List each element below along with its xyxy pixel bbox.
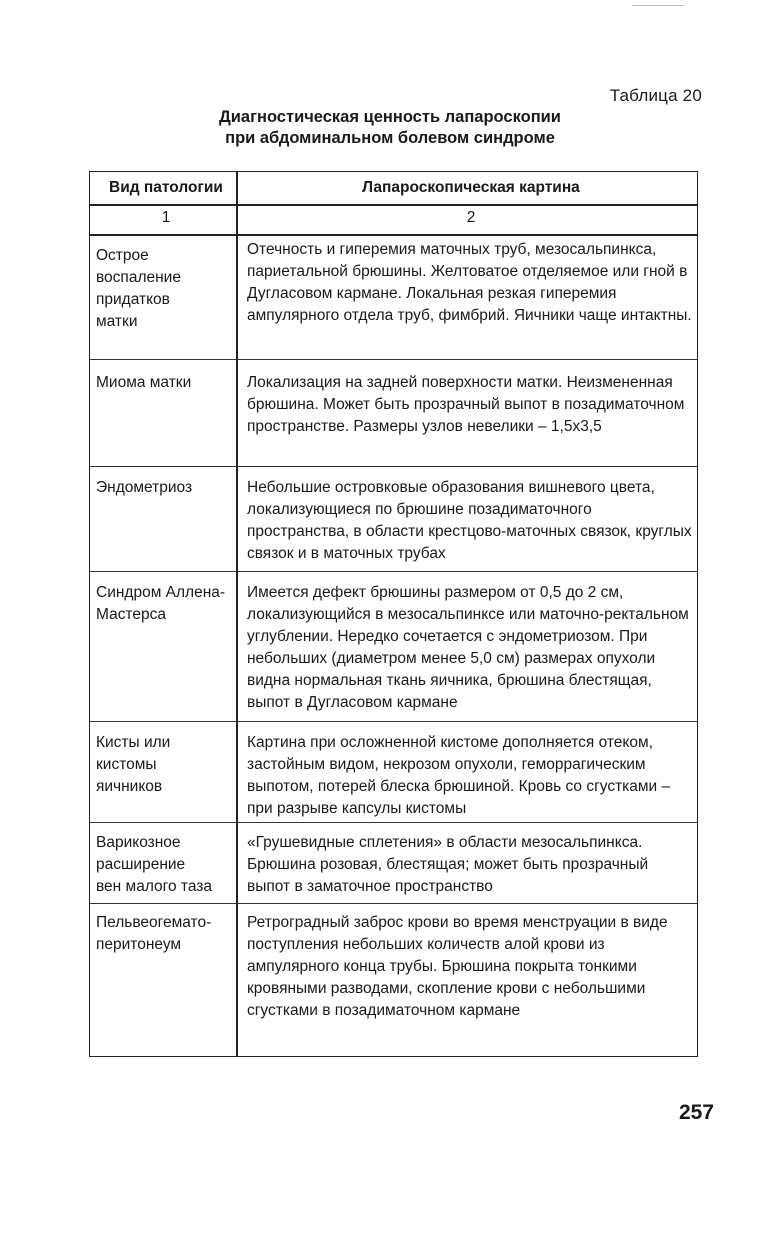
row-6-pathology: Варикозное расширение вен малого таза (96, 834, 213, 895)
row-5-pathology: Кисты или кистомы яичников (96, 734, 171, 795)
table (89, 171, 698, 1057)
table-title (100, 107, 680, 149)
column-number-2: 2 (466, 209, 476, 226)
row-7-pathology: Пельвеогемато-перитонеум (96, 914, 212, 953)
column-divider (236, 172, 238, 1056)
title-line-2: при абдоминальном болевом синдроме (225, 129, 555, 147)
row-6-picture: «Грушевидные сплетения» в области мезосальпинкса. Брюшина розовая, блестящая; может быть прозрачный выпот в заматочное пространство (247, 834, 649, 895)
row-4-pathology: Синдром Аллена-Мастерса (96, 584, 226, 623)
row-divider (90, 822, 697, 823)
row-3-picture: Небольшие островковые образования вишневого цвета, локализующиеся по брюшине позадиматочного пространства, в области крестцово-маточных связок, круглых связок и в маточных трубах (247, 479, 692, 562)
row-divider (90, 234, 697, 236)
row-1-pathology: Острое воспаление придатков матки (96, 247, 181, 330)
row-4-picture: Имеется дефект брюшины размером от 0,5 до 2 см, локализующийся в мезосальпинксе или маточно-ректальном углублении. Нередко сочетается с эндометриозом. При небольших (диаметром менее 5,0 см) размерах опухоли видна нормальная ткань яичника, брюшина блестящая, выпот в Дугласовом кармане (247, 584, 689, 711)
row-divider (90, 721, 697, 722)
row-1-picture: Отечность и гиперемия маточных труб, мезосальпинкса, париетальной брюшины. Желтоватое отделяемое или гной в Дугласовом кармане. Локальная резкая гиперемия ампулярного отдела труб, фимбрий. Яичники чаще интактны. (247, 241, 692, 324)
row-divider (90, 903, 697, 904)
column-number-1: 1 (161, 209, 171, 226)
row-7-picture: Ретроградный заброс крови во время менструации в виде поступления небольших количеств алой крови из ампулярного конца трубы. Брюшина покрыта тонкими кровяными разводами, скопление крови с небольшими сгустками в позадиматочном кармане (247, 914, 668, 1019)
row-5-picture: Картина при осложненной кистоме дополняется отеком, застойным видом, некрозом опухоли, геморрагическим выпотом, потерей блеска брюшиной. Кровь со сгустками – при разрыве капсулы кистомы (247, 734, 671, 817)
title-line-1: Диагностическая ценность лапароскопии (219, 108, 561, 126)
table-label: Таблица 20 (609, 86, 702, 105)
page-number: 257 (678, 1101, 714, 1124)
row-divider (90, 359, 697, 360)
row-3-pathology: Эндометриоз (96, 479, 193, 496)
row-2-picture: Локализация на задней поверхности матки. Неизмененная брюшина. Может быть прозрачный выпот в позадиматочном пространстве. Размеры узлов невелики – 1,5x3,5 (247, 374, 685, 435)
row-divider (90, 571, 697, 572)
row-divider (90, 466, 697, 467)
row-divider (90, 204, 697, 206)
header-picture: Лапароскопическая картина (362, 179, 580, 196)
header-pathology: Вид патологии (109, 179, 223, 196)
top-rule (632, 5, 684, 6)
row-2-pathology: Миома матки (96, 374, 192, 391)
